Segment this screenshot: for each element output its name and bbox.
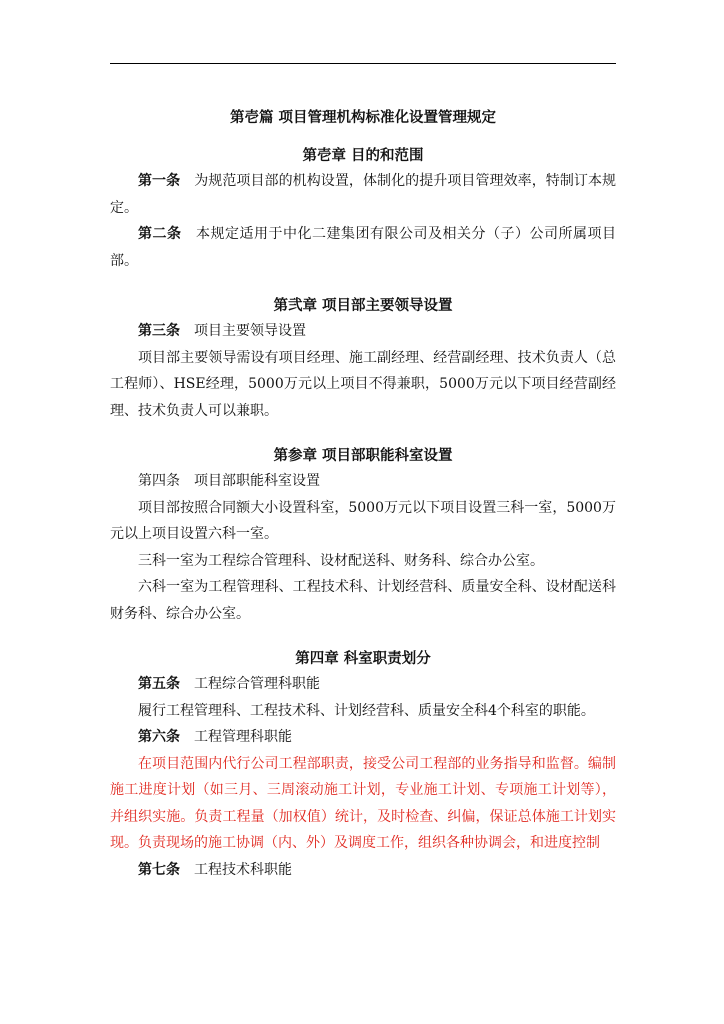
article-4 <box>110 468 616 495</box>
article-1 <box>110 168 616 221</box>
article-4-label: 第四条 <box>138 473 180 489</box>
article-3-text: 项目主要领导设置 <box>194 323 306 339</box>
article-7 <box>110 857 616 884</box>
chapter-2-heading: 第弐章 项目部主要领导设置 <box>273 297 453 314</box>
article-3 <box>110 318 616 345</box>
article-5 <box>110 671 616 698</box>
article-5-label: 第五条 <box>138 676 180 692</box>
article-1-text: 为规范项目部的机构设置，体制化的提升项目管理效率，特制订本规定。 <box>110 173 617 216</box>
chapter-2-paragraph-1: 项目部主要领导需设有项目经理、施工副经理、经营副经理、技术负责人（总工程师）、HSE经理，5000万元以上项目不得兼职，5000万元以下项目经营副经理、技术负责人可以兼职。 <box>110 349 616 419</box>
article-2-text: 本规定适用于中化二建集团有限公司及相关分（子）公司所属项目部。 <box>110 226 616 269</box>
header-rule <box>110 63 616 64</box>
chapter-1-heading: 第壱章 目的和范围 <box>302 147 424 164</box>
chapter-4-paragraph-2: 在项目范围内代行公司工程部职责，接受公司工程部的业务指导和监督。编制施工进度计划（如三月、三周滚动施工计划，专业施工计划、专项施工计划等），并组织实施。负责工程量（加权值）统计，及时检查、纠偏，保证总体施工计划实现。负责现场的施工协调（内、外）及调度工作，组织各种协调会，和进度控制 <box>110 755 616 851</box>
article-2-label: 第二条 <box>138 226 182 242</box>
document-title: 第壱篇 项目管理机构标准化设置管理规定 <box>229 109 497 126</box>
chapter-3-heading: 第参章 项目部职能科室设置 <box>273 447 453 464</box>
document-body <box>110 106 616 883</box>
article-1-label: 第一条 <box>138 173 181 189</box>
article-3-label: 第三条 <box>138 323 180 339</box>
article-5-text: 工程综合管理科职能 <box>194 676 320 692</box>
article-6-label: 第六条 <box>138 729 180 745</box>
chapter-4-paragraph-1: 履行工程管理科、工程技术科、计划经营科、质量安全科4个科室的职能。 <box>138 702 595 719</box>
article-7-text: 工程技术科职能 <box>194 861 292 878</box>
chapter-4-heading: 第四章 科室职责划分 <box>295 650 431 667</box>
article-7-label: 第七条 <box>138 861 180 878</box>
article-6 <box>110 724 616 751</box>
article-6-text: 工程管理科职能 <box>194 729 292 745</box>
chapter-3-paragraph-2: 三科一室为工程综合管理科、设材配送科、财务科、综合办公室。 <box>138 552 544 569</box>
article-2 <box>110 221 616 274</box>
chapter-3-paragraph-3: 六科一室为工程管理科、工程技术科、计划经营科、质量安全科、设材配送科财务科、综合办公室。 <box>110 579 616 622</box>
chapter-3-paragraph-1: 项目部按照合同额大小设置科室，5000万元以下项目设置三科一室，5000万元以上项目设置六科一室。 <box>110 499 616 542</box>
article-4-text: 项目部职能科室设置 <box>194 473 320 489</box>
